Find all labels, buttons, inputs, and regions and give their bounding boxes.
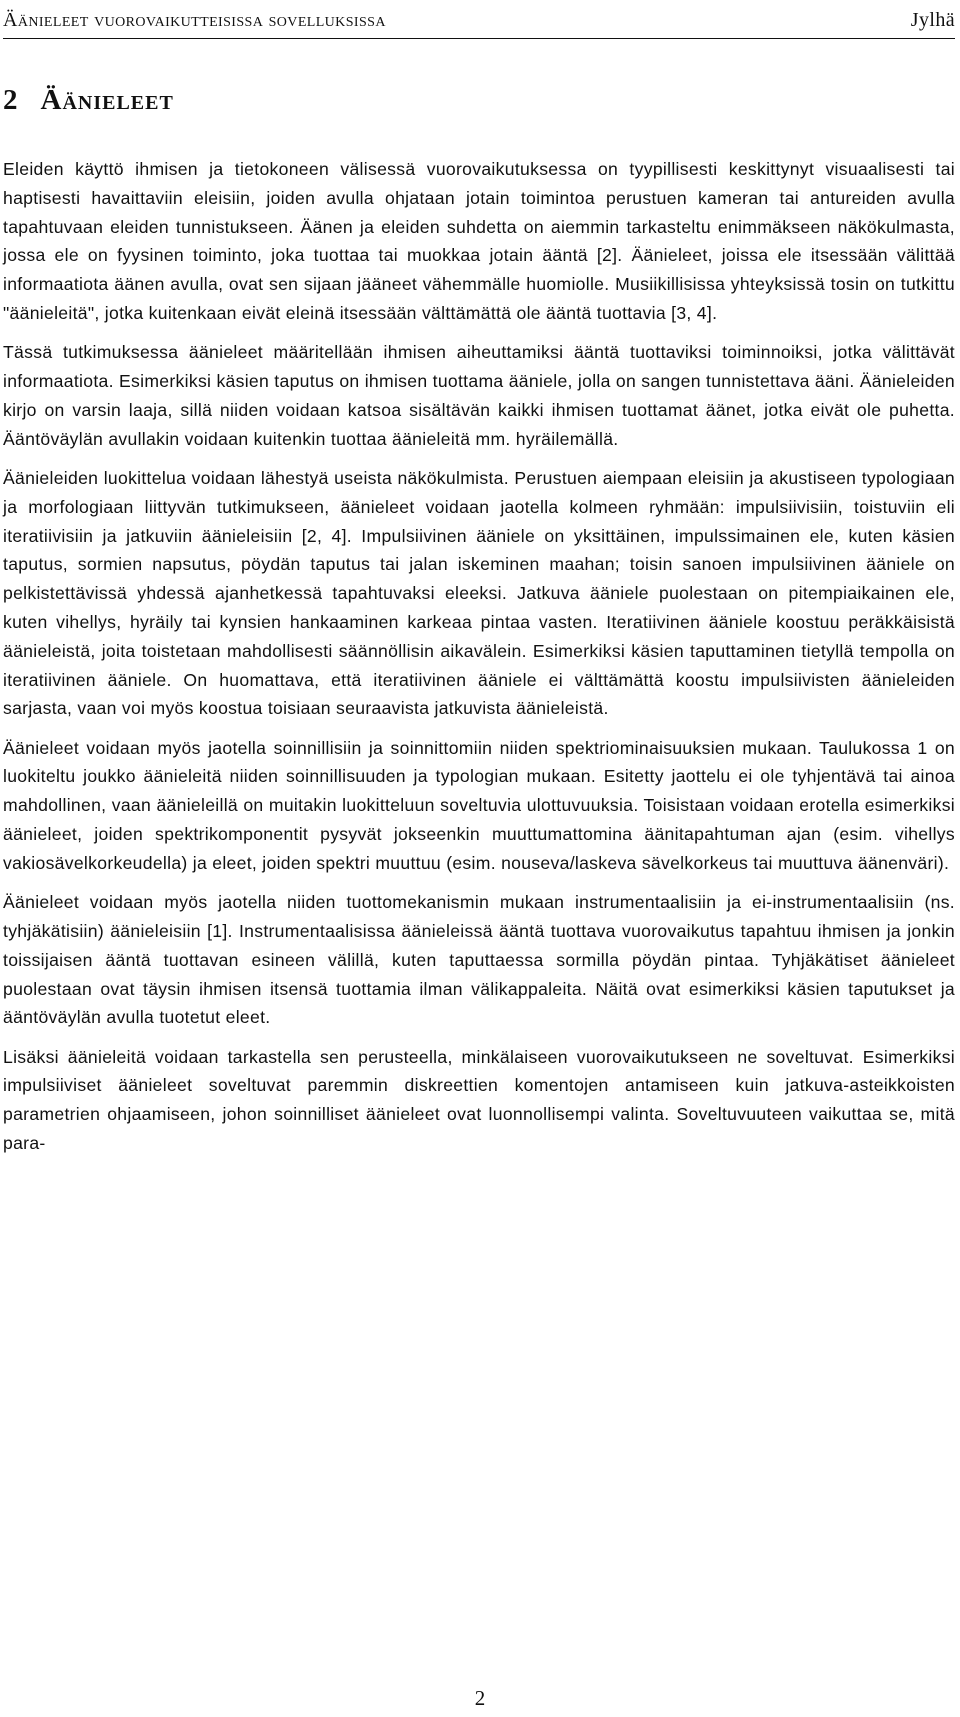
running-header [3,6,955,34]
paragraph: Tässä tutkimuksessa äänieleet määritellään ihmisen aiheuttamiksi ääntä tuottaviksi toiminnoiksi, jotka välittävät informaatiota. Esimerkiksi käsien taputus on ihmisen tuottama ääniele, jolla on sangen tunnistettava ääni. Äänieleiden kirjo on varsin laaja, sillä niiden voidaan katsoa sisältävän kaikki ihmisen tuottamat äänet, jotka eivät ole puhetta. Ääntöväylän avullakin voidaan kuitenkin tuottaa äänieleitä mm. hyräilemällä. [3,342,955,449]
section-number: 2 [3,84,19,116]
running-title: Äänieleet vuorovaikutteisissa sovelluksissa [3,9,386,31]
paragraph: Äänieleet voidaan myös jaotella soinnillisiin ja soinnittomiin niiden spektriominaisuuksien mukaan. Taulukossa 1 on luokiteltu joukko äänieleitä niiden soinnillisuuden ja typologian mukaan. Esitetty jaottelu ei ole tyhjentävä tai ainoa mahdollinen, vaan äänieleillä on muitakin luokitteluun soveltuvia ulottuvuuksia. Toisistaan voidaan erotella esimerkiksi äänieleet, joiden spektrikomponentit pysyvät jokseenkin muuttumattomina äänitapahtuman ajan (esim. vihellys vakiosävelkorkeudella) ja eleet, joiden spektri muuttuu (esim. nouseva/laskeva sävelkorkeus tai muuttuva äänenväri). [3,737,955,873]
header-rule [3,38,955,39]
running-author: Jylhä [910,9,955,31]
section-heading [3,82,174,118]
paragraph: Lisäksi äänieleitä voidaan tarkastella sen perusteella, minkälaiseen vuorovaikutukseen ne soveltuvat. Esimerkiksi impulsiiviset äänieleet soveltuvat paremmin diskreettien komentojen antamiseen kuin jatkuva-asteikkoisten parametrien ohjaamiseen, johon soinnilliset äänieleet ovat luonnollisempi valinta. Soveltuvuuteen vaikuttaa se, mitä para- [3,1046,955,1153]
paragraph: Äänieleiden luokittelua voidaan lähestyä useista näkökulmista. Perustuen aiempaan eleisiin ja akustiseen typologiaan ja morfologiaan liittyvän tutkimukseen, äänieleet voidaan jaotella kolmeen ryhmään: impulsiivisiin, toistuviin eli iteratiivisiin ja jatkuviin äänieleisiin [2, 4]. Impulsiivinen ääniele on yksittäinen, impulssimainen ele, kuten käsien taputus, sormien napsutus, pöydän taputus tai jalan iskeminen maahan; toisin sanoen impulsiivinen ääniele on pelkistettävissä yhdessä ajanhetkessä tapahtuvaksi eleeksi. Jatkuva ääniele puolestaan on pitempiaikainen ele, kuten vihellys, hyräily tai kynsien hankaaminen karkeaa pintaa vasten. Iteratiivinen ääniele koostuu peräkkäisistä äänieleistä, joita toistetaan mahdollisesti säännöllisin aikavälein. Esimerkiksi käsien taputtaminen tietyllä tempolla on iteratiivinen ääniele. On huomattava, että iteratiivinen ääniele ei välttämättä koostu impulsiivisten äänieleiden sarjasta, vaan voi myös koostua toisiaan seuraavista jatkuvista äänieleistä. [3,467,955,719]
paragraph: Äänieleet voidaan myös jaotella niiden tuottomekanismin mukaan instrumentaalisiin ja ei-instrumentaalisiin (ns. tyhjäkätisiin) äänieleisiin [1]. Instrumentaalisissa äänieleissä ääntä tuottava vuorovaikutus tapahtuu ihmisen ja jonkin toissijaisen ääntä tuottavan esineen välillä, kuten taputtaessa sormilla pöydän pintaa. Tyhjäkätiset äänieleet puolestaan ovat täysin ihmisen itsensä tuottamia ilman välikappaleita. Näitä ovat esimerkiksi käsien taputukset ja ääntöväylän avulla tuotetut eleet. [3,892,955,1028]
paragraph: Eleiden käyttö ihmisen ja tietokoneen välisessä vuorovaikutuksessa on tyypillisesti keskittynyt visuaalisesti tai haptisesti havaittaviin eleisiin, joiden avulla ohjataan jotain toimintoa perustuen kameran tai antureiden avulla tapahtuvaan eleiden tunnistukseen. Äänen ja eleiden suhdetta on aiemmin tarkasteltu enimmäkseen näkökulmasta, jossa ele on fyysinen toiminto, joka tuottaa tai muokkaa jotain ääntä [2]. Äänieleet, joissa ele itsessään välittää informaatiota äänen avulla, ovat sen sijaan jääneet vähemmälle huomiolle. Musiikillisissa yhteyksissä tosin on tutkittu "äänieleitä", jotka kuitenkaan eivät eleinä itsessään välttämättä ole ääntä tuottavia [3, 4]. [3,159,955,323]
body-text [3,155,955,1168]
section-title: Äänieleet [40,84,174,116]
page-number: 2 [474,1686,486,1710]
